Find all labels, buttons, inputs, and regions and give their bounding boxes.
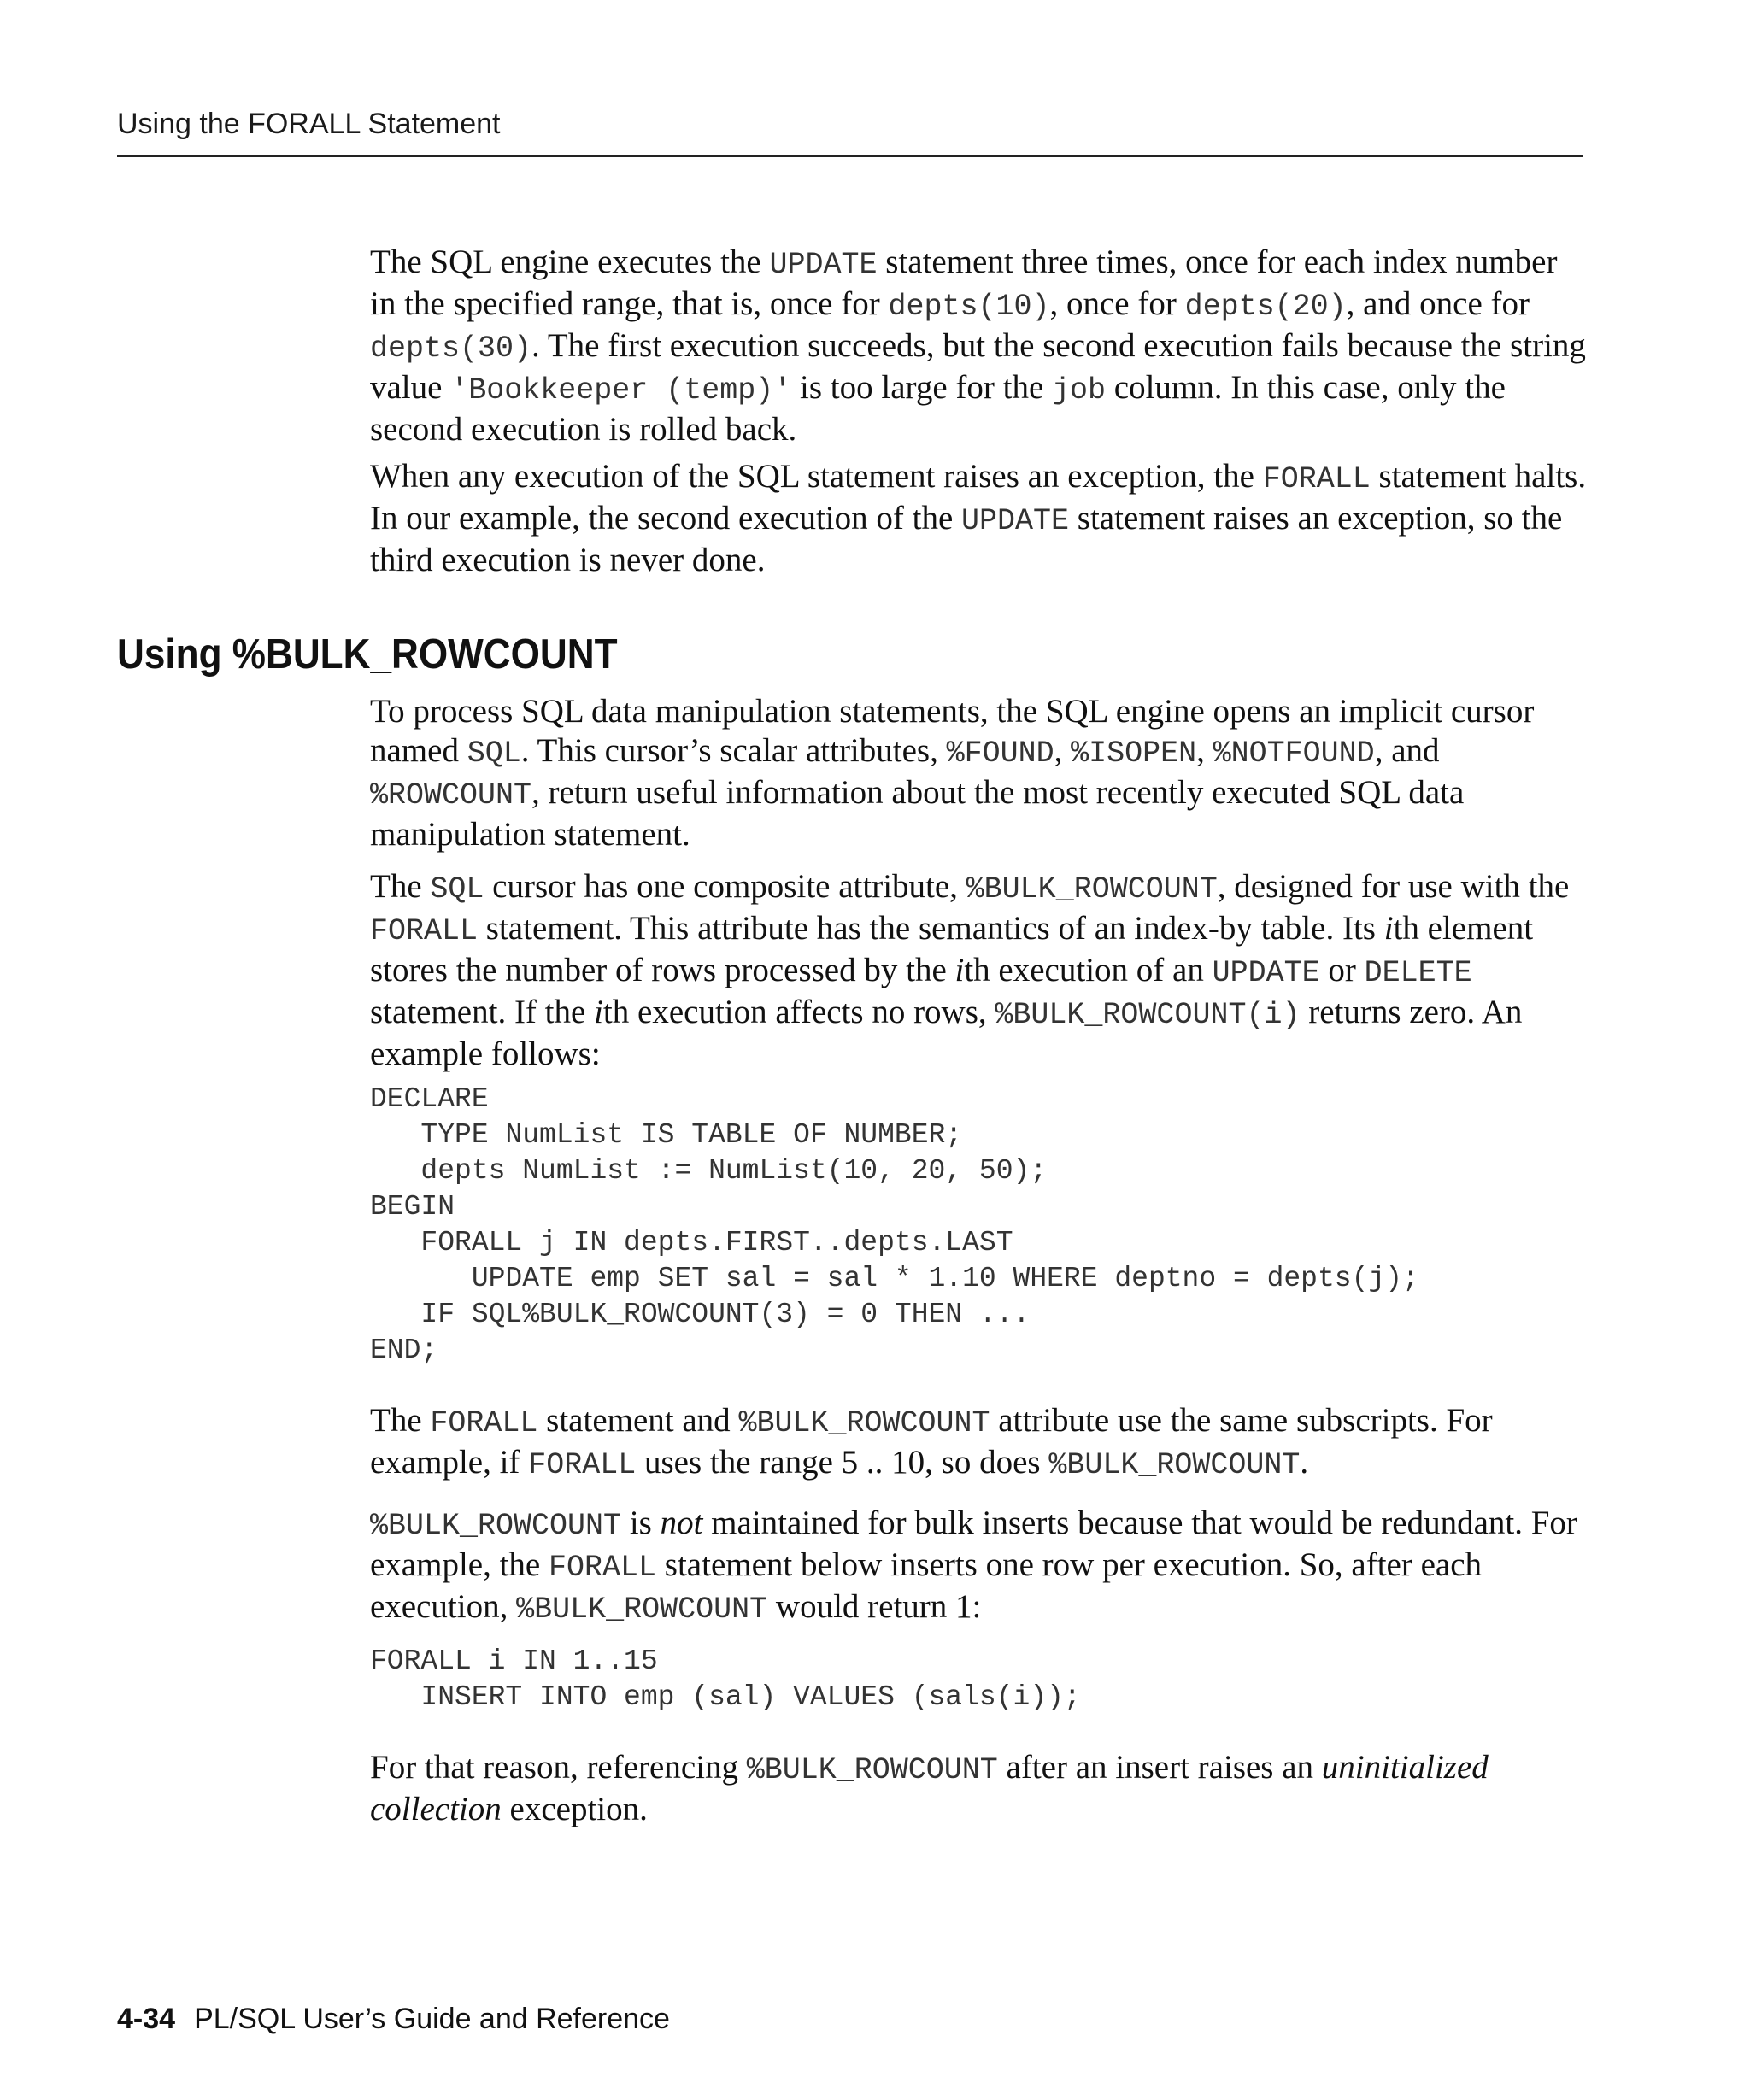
text-run: statement. This attribute has the semantics of an index-by table. Its: [478, 910, 1384, 947]
code-run: depts(10): [888, 290, 1050, 324]
code-example-forall-insert: FORALL i IN 1..15 INSERT INTO emp (sal) VALUES (sals(i));: [370, 1645, 1081, 1713]
italic-run: uninitialized collection: [370, 1749, 1489, 1827]
code-run: %BULK_ROWCOUNT: [1048, 1448, 1301, 1482]
text-run: is too large for the: [791, 369, 1053, 406]
code-run: FORALL: [1262, 462, 1371, 496]
running-header: Using the FORALL Statement: [117, 108, 501, 140]
text-run: statement. If the: [370, 994, 595, 1030]
code-run: 'Bookkeeper (temp)': [450, 373, 792, 408]
text-run: is: [621, 1505, 661, 1541]
text-run: The SQL engine executes the: [370, 243, 770, 280]
text-run: after an insert raises an: [997, 1749, 1322, 1786]
text-run: . The first execution succeeds, but the second execution fails because the string value: [370, 327, 1586, 406]
section-paragraph-4-block: [370, 1504, 1588, 1629]
code-run: job: [1052, 373, 1107, 408]
header-rule: [117, 155, 1583, 157]
intro-paragraph-2-block: [370, 457, 1588, 580]
text-run: would return 1:: [767, 1588, 982, 1625]
code-run: %ISOPEN: [1071, 736, 1197, 771]
code-run: %BULK_ROWCOUNT: [966, 872, 1218, 906]
code-example-declare: DECLARE TYPE NumList IS TABLE OF NUMBER; depts NumList := NumList(10, 20, 50); BEGIN FORALL j IN depts.FIRST..depts.LAST UPDATE emp SET sal = sal * 1.10 WHERE deptno = depts(j); IF SQL%BULK_ROWCOUNT(3) = 0 THEN ... END;: [370, 1083, 1419, 1366]
text-run: maintained for bulk inserts because that would be redundant. For example, the: [370, 1505, 1577, 1583]
text-run: exception.: [501, 1791, 648, 1827]
code-run: DELETE: [1364, 956, 1472, 990]
code-run: SQL: [430, 872, 484, 906]
italic-run: not: [660, 1505, 703, 1541]
code-run: FORALL: [549, 1551, 657, 1585]
text-run: th element stores the number of rows processed by the: [370, 910, 1534, 988]
code-run: %BULK_ROWCOUNT: [516, 1593, 768, 1627]
code-run: FORALL: [528, 1448, 637, 1482]
section-paragraph-5-block: [370, 1748, 1588, 1829]
section-paragraph-1-block: [370, 692, 1588, 854]
code-run: %BULK_ROWCOUNT: [746, 1753, 998, 1787]
text-run: th execution of an: [964, 952, 1213, 988]
code-run: %FOUND: [946, 736, 1054, 771]
text-run: statement and: [537, 1402, 739, 1439]
code-run: UPDATE: [1212, 956, 1320, 990]
text-run: .: [1300, 1444, 1309, 1481]
text-run: cursor has one composite attribute,: [484, 868, 966, 905]
code-run: UPDATE: [961, 504, 1070, 538]
code-run: FORALL: [370, 914, 479, 948]
italic-run: i: [1383, 910, 1394, 947]
text-run: statement raises an exception, so the third execution is never done.: [370, 500, 1563, 578]
section-paragraph-2-block: [370, 867, 1588, 1074]
text-run: The: [370, 1402, 431, 1439]
text-run: th execution affects no rows,: [602, 994, 995, 1030]
code-run: depts(20): [1184, 290, 1347, 324]
code-run: FORALL: [430, 1406, 538, 1440]
text-run: ,: [1196, 732, 1213, 769]
text-run: statement below inserts one row per execution. So, after each execution,: [370, 1546, 1483, 1625]
section-paragraph-1: [370, 692, 1588, 854]
code-run: depts(30): [370, 331, 532, 366]
text-run: or: [1319, 952, 1365, 988]
text-run: , designed for use with the: [1217, 868, 1570, 905]
page-footer: [117, 2003, 670, 2036]
intro-paragraph-1: [370, 243, 1588, 449]
code-run: SQL: [467, 736, 521, 771]
text-run: returns zero. An example follows:: [370, 994, 1523, 1072]
section-paragraph-5: [370, 1748, 1588, 1829]
page-number: 4-34: [117, 2003, 176, 2035]
text-run: For that reason, referencing: [370, 1749, 747, 1786]
text-run: attribute use the same subscripts. For example, if: [370, 1402, 1493, 1481]
book-title: PL/SQL User’s Guide and Reference: [194, 2003, 670, 2035]
text-run: statement halts. In our example, the second execution of the: [370, 458, 1587, 537]
code-run: %BULK_ROWCOUNT(i): [995, 998, 1301, 1032]
section-paragraph-4: [370, 1504, 1588, 1629]
text-run: statement three times, once for each index number in the specified range, that is, once for: [370, 243, 1558, 322]
text-run: , return useful information about the most recently executed SQL data manipulation statement.: [370, 774, 1465, 853]
text-run: The: [370, 868, 431, 905]
intro-paragraph-2: [370, 457, 1588, 580]
code-run: %NOTFOUND: [1213, 736, 1375, 771]
text-run: uses the range 5 .. 10, so does: [636, 1444, 1049, 1481]
text-run: . This cursor’s scalar attributes,: [520, 732, 947, 769]
text-run: ,: [1054, 732, 1072, 769]
section-paragraph-2: [370, 867, 1588, 1074]
text-run: , and once for: [1346, 285, 1530, 322]
code-run: UPDATE: [769, 248, 878, 282]
code-run: %BULK_ROWCOUNT: [738, 1406, 990, 1440]
text-run: column. In this case, only the second execution is rolled back.: [370, 369, 1506, 448]
code-run: %ROWCOUNT: [370, 778, 532, 812]
text-run: When any execution of the SQL statement raises an exception, the: [370, 458, 1263, 495]
text-run: , and: [1374, 732, 1440, 769]
italic-run: i: [594, 994, 603, 1030]
section-paragraph-3: [370, 1401, 1588, 1485]
text-run: , once for: [1049, 285, 1185, 322]
italic-run: i: [954, 952, 965, 988]
section-paragraph-3-block: [370, 1401, 1588, 1485]
intro-paragraph-1-block: [370, 243, 1588, 449]
section-heading: Using %BULK_ROWCOUNT: [117, 631, 618, 678]
text-run: To process SQL data manipulation statements, the SQL engine opens an implicit cursor named: [370, 693, 1535, 769]
code-run: %BULK_ROWCOUNT: [370, 1509, 622, 1543]
